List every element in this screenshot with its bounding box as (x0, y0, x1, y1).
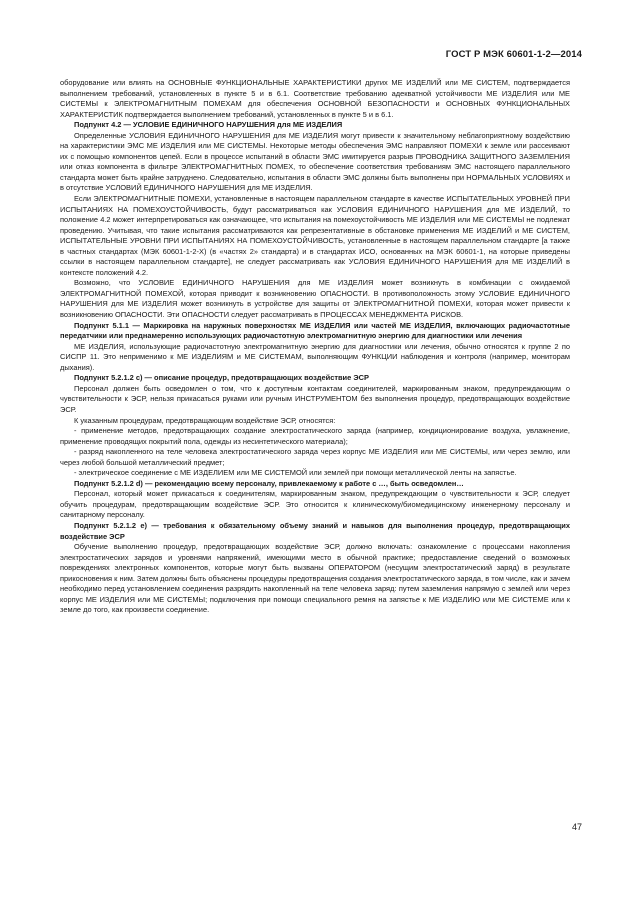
page-number: 47 (571, 822, 582, 832)
paragraph: Персонал, который может прикасаться к соединителям, маркированным знаком, предупреждающим о чувствительности к ЭСР, следует обучить процедурам, предотвращающим воздействие ЭСР. Это относится к клиническому/биомедицинскому инженерному персоналу и санитарному персоналу. (60, 489, 570, 520)
section-heading: Подпункт 5.2.1.2 d) — рекомендацию всему персоналу, привлекаемому к работе с …, быть осведомлен… (74, 478, 464, 488)
section-heading: Подпункт 5.1.1 — Маркировка на наружных поверхностях МЕ ИЗДЕЛИЯ или частей МЕ ИЗДЕЛИЯ, включающих радиочастотные передатчики или преднамеренно использующих радиочастотную электромагнитную энергию для диагностики или лечения (60, 320, 570, 341)
paragraph: Возможно, что УСЛОВИЕ ЕДИНИЧНОГО НАРУШЕНИЯ для МЕ ИЗДЕЛИЯ может возникнуть в комбинации с ожидаемой ЭЛЕКТРОМАГНИТНОЙ ПОМЕХОЙ, которая приводит к возникновению ОПАСНОСТИ. В противоположность этому УСЛОВИЕ ЕДИНИЧНОГО НАРУШЕНИЯ для МЕ ИЗДЕЛИЯ может возникнуть в устройстве для защиты от ЭЛЕКТРОМАГНИТНОЙ ПОМЕХИ, которая может привести к возникновению ОПАСНОСТИ. Эти ОПАСНОСТИ следует рассматривать в ПРОЦЕССАХ МЕНЕДЖМЕНТА РИСКОВ. (60, 278, 570, 320)
section-heading: Подпункт 5.2.1.2 с) — описание процедур, предотвращающих воздействие ЭСР (74, 373, 369, 383)
paragraph: оборудование или влиять на ОСНОВНЫЕ ФУНКЦИОНАЛЬНЫЕ ХАРАКТЕРИСТИКИ других МЕ ИЗДЕЛИЙ или МЕ СИСТЕМ, подтверждается выполнением требований, установленных в пункте 5 и в 6.1. Соответствие требованию адекватной устойчивости МЕ ИЗДЕЛИЯ или МЕ СИСТЕМЫ к ЭЛЕКТРОМАГНИТНЫМ ПОМЕХАМ для обеспечения ОСНОВНОЙ БЕЗОПАСНОСТИ и ОСНОВНЫХ ФУНКЦИОНАЛЬНЫХ ХАРАКТЕРИСТИК подтверждается выполнением требований, установленных в пункте 5 и в 6.1. (60, 78, 570, 119)
paragraph: Обучение выполнению процедур, предотвращающих воздействие ЭСР, должно включать: ознакомление с процессами накопления электростатических зарядов и уровнями напряжений, имеющими место в обычной практике; предоставление сведений о возможных повреждениях электронных компонентов, которые могут быть вызваны ОПЕРАТОРОМ (несущим электростатический заряд) в результате прикосновения к ним. Затем должны быть объяснены процедуры предотвращения создания электростатического заряда, в том числе, как и зачем необходимо перед установлением соединения разрядить накопленный на теле человека заряд: путем заземления напрямую с землей или через корпус МЕ ИЗДЕЛИЯ или МЕ СИСТЕМЫ; подключения при помощи специального ремня на запястье к МЕ ИЗДЕЛИЮ или МЕ СИСТЕМЕ или к земле до того, как произвести соединение. (60, 542, 570, 615)
paragraph: Определенные УСЛОВИЯ ЕДИНИЧНОГО НАРУШЕНИЯ для МЕ ИЗДЕЛИЯ могут привести к значительному неблагоприятному воздействию на характеристики ЭМС МЕ ИЗДЕЛИЯ или МЕ СИСТЕМЫ. Некоторые методы обеспечения ЭМС направляют ПОМЕХИ к земле или рассеивают их с помощью компонентов цепей. Если в процессе испытаний в области ЭМС имитируется разрыв ПРОВОДНИКА ЗАЩИТНОГО ЗАЗЕМЛЕНИЯ или отказ компонента в фильтре ЭЛЕКТРОМАГНИТНЫХ ПОМЕХ, то обеспечение соответствия требованиям ЭМС настоящего параллельного стандарта может быть крайне затруднено. Следовательно, испытания в области ЭМС должны быть выполнены при НОРМАЛЬНЫХ УСЛОВИЯХ и в отсутствие УСЛОВИЙ ЕДИНИЧНОГО НАРУШЕНИЯ для МЕ ИЗДЕЛИЯ. (60, 130, 570, 193)
standard-header: ГОСТ Р МЭК 60601-1-2—2014 (445, 49, 582, 60)
section-heading: Подпункт 5.2.1.2 е) — требования к обязательному объему знаний и навыков для выполнения процедур, предотвращающих воздействие ЭСР (60, 520, 570, 541)
paragraph: К указанным процедурам, предотвращающим воздействие ЭСР, относятся: (74, 415, 336, 425)
paragraph: Если ЭЛЕКТРОМАГНИТНЫЕ ПОМЕХИ, установленные в настоящем параллельном стандарте в качестве ИСПЫТАТЕЛЬНЫХ УРОВНЕЙ ПРИ ИСПЫТАНИЯХ НА ПОМЕХОУСТОЙЧИВОСТЬ, будут рассматриваться как УСЛОВИЯ ЕДИНИЧНОГО НАРУШЕНИЯ для МЕ ИЗДЕЛИЙ, то положение 4.2 может интерпретироваться как означающее, что испытания на помехоустойчивость МЕ ИЗДЕЛИЯ или МЕ СИСТЕМЫ не подлежат проведению. Учитывая, что такие испытания рассматриваются как репрезентативные в обстановке применения МЕ ИЗДЕЛИЙ и МЕ СИСТЕМ, ИСПЫТАТЕЛЬНЫЕ УРОВНИ ПРИ ИСПЫТАНИЯХ НА ПОМЕХОУСТОЙЧИВОСТЬ, установленные в настоящем параллельном стандарте [а также в частных стандартах (МЭК 60601-1-2-Х) (в «частях 2» стандарта) и в стандартах ИСО, основанных на МЭК 60601-1, на которые приведены ссылки в настоящем параллельном стандарте], не следует рассматривать как УСЛОВИЯ ЕДИНИЧНОГО НАРУШЕНИЯ для МЕ ИЗДЕЛИЙ в контексте положений 4.2. (60, 194, 570, 277)
paragraph: Персонал должен быть осведомлен о том, что к доступным контактам соединителей, маркированным знаком, предупреждающим о чувствительности к ЭСР, нельзя прикасаться руками или ручным ИНСТРУМЕНТОМ без выполнения процедур, предотвращающих воздействие ЭСР. (60, 383, 570, 414)
paragraph: МЕ ИЗДЕЛИЯ, использующие радиочастотную электромагнитную энергию для диагностики или лечения, обычно относятся к группе 2 по СИСПР 11. Это неприменимо к МЕ ИЗДЕЛИЯМ и МЕ СИСТЕМАМ, выполняющим ФУНКЦИИ наблюдения и контроля (например, мониторам дыхания). (60, 341, 570, 372)
section-heading: Подпункт 4.2 — УСЛОВИЕ ЕДИНИЧНОГО НАРУШЕНИЯ для МЕ ИЗДЕЛИЯ (74, 120, 343, 130)
list-item: - электрическое соединение с МЕ ИЗДЕЛИЕМ или МЕ СИСТЕМОЙ или землей при помощи металлической ленты на запястье. (74, 468, 517, 478)
list-item: - применение методов, предотвращающих создание электростатического заряда (например, кондиционирование воздуха, увлажнение, применение проводящих покрытий пола, одежды из несинтетического материала); (60, 426, 570, 446)
list-item: - разряд накопленного на теле человека электростатического заряда через корпус МЕ ИЗДЕЛИЯ или МЕ СИСТЕМЫ, или через землю, или через любой большой металлический предмет; (60, 447, 570, 467)
document-body (60, 78, 570, 616)
